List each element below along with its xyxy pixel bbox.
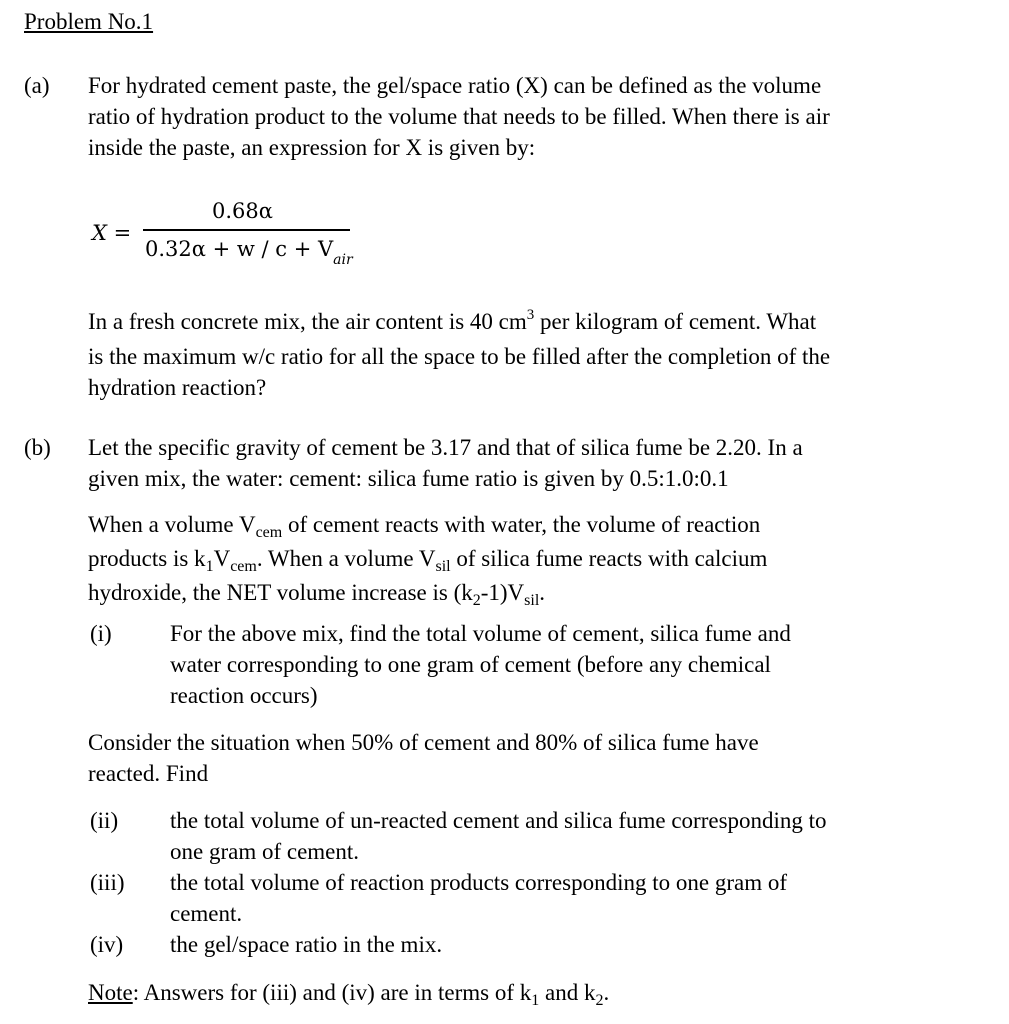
text-span: .	[603, 980, 610, 1005]
formula-numerator: 0.68α	[212, 199, 273, 223]
item-iii-label: (iii)	[90, 870, 125, 895]
consider-line: reacted. Find	[88, 761, 209, 786]
text-span: and k	[539, 980, 596, 1005]
item-iv-text: the gel/space ratio in the mix.	[170, 932, 443, 957]
item-iii-text	[170, 867, 990, 929]
subscript: sil	[524, 592, 540, 609]
item-line: one gram of cement.	[170, 839, 360, 864]
item-line: reaction occurs)	[170, 683, 318, 708]
subscript: 1	[205, 558, 214, 575]
part-b-label: (b)	[24, 435, 51, 460]
subscript: cem	[230, 558, 257, 575]
text-span: of silica fume reacts with calcium	[450, 546, 768, 571]
subscript: 2	[595, 992, 604, 1009]
part-a-question-line: is the maximum w/c ratio for all the space to be filled after the completion of the	[88, 344, 831, 369]
fraction-bar	[143, 229, 350, 231]
paragraph-line	[88, 509, 988, 543]
text-span: .	[539, 580, 546, 605]
part-a-intro	[88, 70, 988, 163]
formula-lhs: X =	[92, 221, 132, 245]
part-b-intro	[88, 432, 988, 494]
subscript: 2	[472, 592, 481, 609]
problem-title: Problem No.1	[24, 9, 154, 34]
text-span: . When a volume V	[256, 546, 436, 571]
part-a-question-line: hydration reaction?	[88, 375, 267, 400]
text-span: of cement reacts with water, the volume of reaction	[282, 512, 761, 537]
part-b-intro-line: given mix, the water: cement: silica fume ratio is given by 0.5:1.0:0.1	[88, 466, 729, 491]
note	[88, 977, 988, 1011]
text-span: When a volume V	[88, 512, 256, 537]
item-ii-label: (ii)	[90, 808, 119, 833]
item-iv-label: (iv)	[90, 932, 124, 957]
formula-denominator	[145, 234, 353, 268]
item-ii-text	[170, 805, 990, 867]
part-a-label: (a)	[24, 73, 50, 98]
item-i-label: (i)	[90, 621, 112, 646]
text-span: hydroxide, the NET volume increase is (k	[88, 580, 473, 605]
item-line: the total volume of un-reacted cement and silica fume corresponding to	[170, 808, 827, 833]
part-a-intro-line: inside the paste, an expression for X is given by:	[88, 135, 536, 160]
part-b-intro-line: Let the specific gravity of cement be 3.17 and that of silica fume be 2.20. In a	[88, 435, 803, 460]
part-a-question	[88, 306, 988, 403]
consider-line: Consider the situation when 50% of cement and 80% of silica fume have	[88, 730, 759, 755]
note-label: Note	[88, 980, 133, 1005]
superscript: 3	[526, 307, 535, 323]
part-a-intro-line: For hydrated cement paste, the gel/space ratio (X) can be defined as the volume	[88, 73, 822, 98]
item-line: cement.	[170, 901, 243, 926]
subscript: sil	[435, 558, 451, 575]
part-a-intro-line: ratio of hydration product to the volume that needs to be filled. When there is air	[88, 104, 830, 129]
subscript: cem	[255, 524, 283, 541]
item-i-text	[170, 618, 970, 711]
text-span: : Answers for (iii) and (iv) are in terms of k	[132, 980, 532, 1005]
text-span: per kilogram of cement. What	[534, 309, 817, 334]
item-line: water corresponding to one gram of cement (before any chemical	[170, 652, 771, 677]
part-b-paragraph	[88, 509, 988, 611]
item-line: the total volume of reaction products corresponding to one gram of	[170, 870, 787, 895]
paragraph-line	[88, 543, 988, 577]
subscript: 1	[531, 992, 540, 1009]
text-span: V	[213, 546, 231, 571]
text-span: products is k	[88, 546, 206, 571]
paragraph-line	[88, 577, 988, 611]
text-span: -1)V	[480, 580, 525, 605]
consider-text	[88, 727, 988, 789]
item-line: For the above mix, find the total volume of cement, silica fume and	[170, 621, 791, 646]
part-a-question-line	[88, 306, 988, 341]
text-span: In a fresh concrete mix, the air content is 40 cm	[88, 309, 527, 334]
formula-denominator-sub: air	[333, 252, 353, 268]
formula-denominator-main: 0.32α + w / c + V	[145, 237, 334, 261]
